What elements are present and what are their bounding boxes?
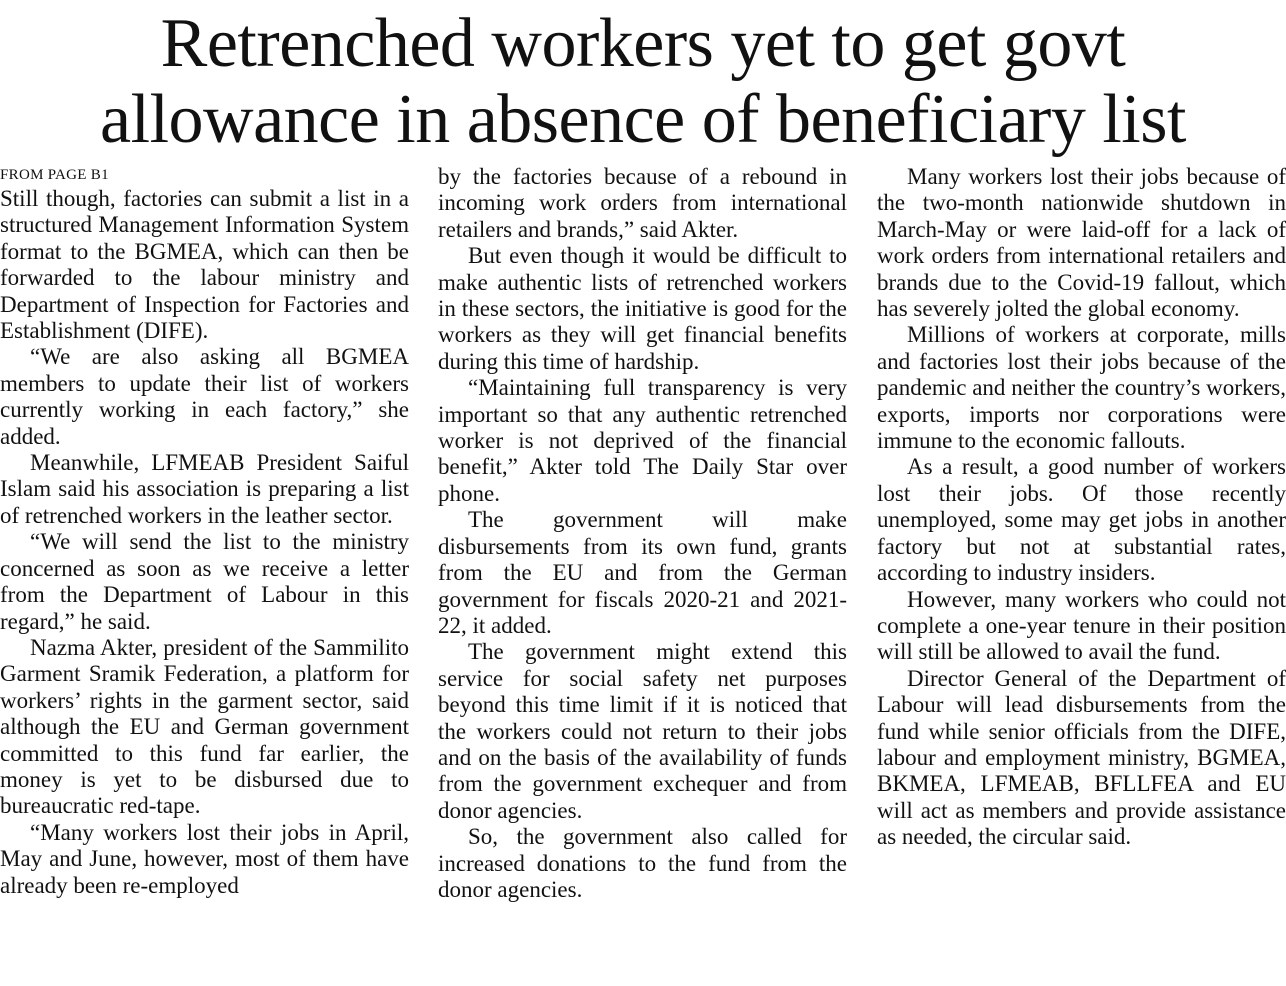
paragraph: The government will make disbursements from its own fund, grants from the EU and from the German government for fiscals 2020-21 and 2021-22, it added. xyxy=(438,507,847,638)
headline xyxy=(0,6,1286,158)
paragraph: As a result, a good number of workers lost their jobs. Of those recently unemployed, some may get jobs in another factory but not at substantial rates, according to industry insiders. xyxy=(877,454,1286,586)
headline-line-2: allowance in absence of beneficiary list xyxy=(100,81,1186,158)
paragraph: Meanwhile, LFMEAB President Saiful Islam said his association is preparing a list of retrenched workers in the leather sector. xyxy=(0,450,409,528)
paragraph: Director General of the Department of Labour will lead disbursements from the fund while senior officials from the DIFE, labour and employment ministry, BGMEA, BKMEA, LFMEAB, BFLLFEA and EU will act as members and provide assistance as needed, the circular said. xyxy=(877,665,1286,850)
paragraph: “We are also asking all BGMEA members to update their list of workers currently working in each factory,” she added. xyxy=(0,344,409,449)
paragraph: “Maintaining full transparency is very important so that any authentic retrenched worker is not deprived of the financial benefit,” Akter told The Daily Star over phone. xyxy=(438,375,847,506)
paragraph: However, many workers who could not complete a one-year tenure in their position will still be allowed to avail the fund. xyxy=(877,586,1286,665)
paragraph: Many workers lost their jobs because of the two-month nationwide shutdown in March-May or were laid-off for a lack of work orders from international retailers and brands due to the Covid-19 fallout, which has severely jolted the global economy. xyxy=(877,164,1286,322)
paragraph: So, the government also called for increased donations to the fund from the donor agencies. xyxy=(438,824,847,902)
paragraph: Nazma Akter, president of the Sammilito Garment Sramik Federation, a platform for workers’ rights in the garment sector, said although the EU and German government committed to this fund far earlier, the money is yet to be disbursed due to bureaucratic red-tape. xyxy=(0,634,409,819)
article-column-1 xyxy=(0,164,409,899)
paragraph: “We will send the list to the ministry concerned as soon as we receive a letter from the Department of Labour in this regard,” he said. xyxy=(0,529,409,634)
continuation-kicker: FROM PAGE B1 xyxy=(0,167,109,183)
article-column-3 xyxy=(877,164,1286,851)
article-column-2 xyxy=(438,164,847,903)
paragraph: Still though, factories can submit a list in a structured Management Information System format to the BGMEA, which can then be forwarded to the labour ministry and Department of Inspection for Factories and Establishment (DIFE). xyxy=(0,186,409,344)
paragraph: The government might extend this service for social safety net purposes beyond this time limit if it is noticed that the workers could not return to their jobs and on the basis of the availability of funds from the government exchequer and from donor agencies. xyxy=(438,639,847,823)
paragraph: by the factories because of a rebound in incoming work orders from international retailers and brands,” said Akter. xyxy=(438,164,847,242)
headline-line-1: Retrenched workers yet to get govt xyxy=(160,5,1126,82)
paragraph: “Many workers lost their jobs in April, May and June, however, most of them have already been re-employed xyxy=(0,819,409,898)
paragraph: But even though it would be difficult to make authentic lists of retrenched workers in these sectors, the initiative is good for the workers as they will get financial benefits during this time of hardship. xyxy=(438,243,847,374)
paragraph: Millions of workers at corporate, mills and factories lost their jobs because of the pandemic and neither the country’s workers, exports, imports nor corporations were immune to the economic fallouts. xyxy=(877,322,1286,454)
